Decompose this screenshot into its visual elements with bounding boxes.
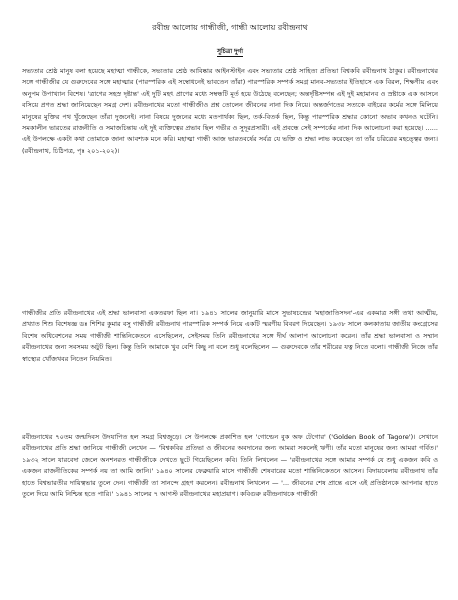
paragraph-2: গান্ধীজীর প্রতি রবীন্দ্রনাথের এই শ্রদ্ধা ভালবাসা একতরফা ছিল না। ১৯৪১ সালের জানুয়ারি মাসে সুভাষচন্দ্রের 'মহাজাতিসদন'-এর একমাত্র সঙ্গী তথা আত্মীয়, প্রখ্যাত শিশু বিশেষজ্ঞ ডঃ শিশির কুমার বসু গান্ধীজী রবীন্দ্রনাথ পারস্পরিক সম্পর্ক নিয়ে একটি স্মরণীয় বিবরণ দিয়েছেন। ১৯৩৮ সালে কলকাতায় জাতীয় কংগ্রেসের বিশেষ অধিবেশনের সময় গান্ধীজী শান্তিনিকেতনে এসেছিলেন, সেইসময় তিনি রবীন্দ্রনাথের সঙ্গে দীর্ঘ আলাপ আলোচনা করেন। তাঁর শ্রদ্ধা ভালবাসা ও সম্মান রবীন্দ্রনাথের জন্য সবসময় অটুট ছিল। কিন্তু তিনি আমাকে খুব বেশি কিছু না বলে শুধু বলেছিলেন — গুরুদেবকে তাঁর শরীরের যত্ন নিতে বলো। গান্ধীজী নিজে তাঁর স্বাস্থ্যের খোঁজখবর নিতেন নিয়মিত। — [22, 309, 438, 363]
author-name: সুচিত্রা দুর্গা — [217, 48, 243, 55]
paragraph-3: রবীন্দ্রনাথের ৭০তম জন্মদিবস উদযাপিত হল সমগ্র বিশ্বজুড়ে। সে উপলক্ষে প্রকাশিত হল 'গোল্ডেন বুক অফ টেগোর' ('Golden Book of Tagore')। সেখানে রবীন্দ্রনাথের প্রতি শ্রদ্ধা জানিয়ে গান্ধীজী লেখেন — 'বিশ্বকবির প্রতিভা ও জীবনের অবদানের জন্য আমরা সকলেই ঋণী। তাঁর মতো মানুষের জন্য আমরা গর্বিত।' ১৯৩২ সালে যারবেদা জেলে অনশনরত গান্ধীজীকে দেখতে ছুটে গিয়েছিলেন কবি। তিনি লিখলেন — 'রবীন্দ্রনাথের সঙ্গে আমার সম্পর্ক যে শুধু একজন কবি ও একজন রাজনীতিকের সম্পর্ক নয় তা আমি জানি।' ১৯৪০ সালের ফেব্রুয়ারি মাসে গান্ধীজী শেষবারের মতো শান্তিনিকেতনে আসেন। বিদায়বেলায় রবীন্দ্রনাথ তাঁর হাতে বিশ্বভারতীর দায়িত্বভার তুলে দেন। গান্ধীজী তা সানন্দে গ্রহণ করলেন। রবীন্দ্রনাথ লিখলেন — '... জীবনের শেষ প্রান্তে এসে এই প্রতিষ্ঠানকে আপনার হাতে তুলে দিয়ে আমি নিশ্চিন্ত হতে পারি।' ১৯৪১ সালের ৭ আগস্ট রবীন্দ্রনাথের মহাপ্রয়াণ। কবিগুরু রবীন্দ্রনাথকে গান্ধীজী — [22, 433, 438, 499]
author-byline — [22, 47, 438, 56]
paragraph-1: সভ্যতার শ্রেষ্ঠ মানুষ বলা হয়েছে মহাত্মা গান্ধীকে, সভ্যতার শ্রেষ্ঠ আবিষ্কার আইনস্টাইন এবং সভ্যতার শ্রেষ্ঠ সাহিত্য প্রতিভা বিশ্বকবি রবীন্দ্রনাথ ঠাকুর। রবীন্দ্রনাথের সঙ্গে গান্ধীজীর যে গুরুদেবের সঙ্গে মহাত্মার (পারস্পরিক এই সম্বোধনেই ভাবতেন তাঁরা) পারস্পরিক সম্পর্ক সমগ্র মানব-সভ্যতার ইতিহাসে এক বিরল, শিক্ষণীয় এবং অনুপম উপাখ্যান বিশেষ। 'ত্রাণের সহস্র দৃষ্টান্ত' এই দুটি মহৎ প্রাণের মধ্যে সম্বন্ধটি মূর্ত হয়ে উঠেছে বলেছেন; অন্তর্দৃষ্টিসম্পন্ন এই দুই মহামানব ও স্রষ্টাকে এক আসনে বসিয়ে প্রণত শ্রদ্ধা জানিয়েছেন সমগ্র দেশ। রবীন্দ্রনাথের মতো গান্ধীজীও প্রশ্ন তোলেন জীবনের নানা দিক নিয়ে। অন্তর্জগতের সত্যকে বাইরের কর্মের সঙ্গে মিলিয়ে মানুষের মুক্তির পথ খুঁজেছেন তাঁরা দুজনেই। নানা বিষয়ে দুজনের মধ্যে মতপার্থক্য ছিল, তর্ক-বিতর্ক ছিল, কিন্তু পারস্পরিক শ্রদ্ধার কোনো অভাব কখনও ঘটেনি। সমকালীন ভারতের রাজনীতি ও সমাজচিন্তায় এই দুই ব্যক্তিত্বের প্রভাব ছিল গভীর ও সুদূরপ্রসারী। এই প্রবন্ধে সেই সম্পর্কের নানা দিক আলোচনা করা হয়েছে। ...... এই উপলক্ষে একটা কথা তোমাকে জানা আবশ্যক মনে করি। মহাত্মা গান্ধী আজ ভারতবর্ষের সর্বত্র যে ভক্তি ও শ্রদ্ধা লাভ করেছেন তা তাঁর চরিত্রের মহত্ত্বের জন্য। (রবীন্দ্রনাথ, চিঠিপত্র, পৃঃ ২০১-২০২)। — [22, 67, 438, 155]
article-title: রবীন্দ্র আলোয় গান্ধীজী, গান্ধী আলোয় রবীন্দ্রনাথ — [152, 23, 308, 32]
